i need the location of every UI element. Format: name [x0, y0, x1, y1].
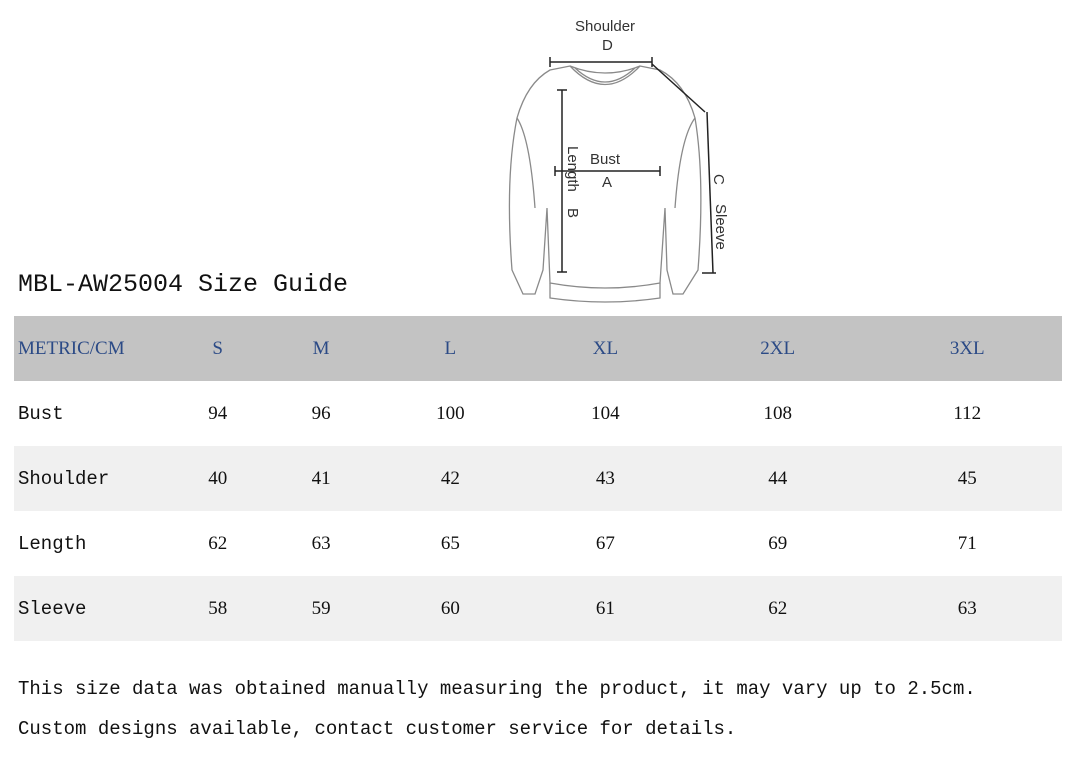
table-header-row — [14, 316, 1062, 381]
header-size-m: M — [312, 337, 330, 359]
table-row-shoulder — [14, 446, 1062, 511]
table-cell: 58 — [208, 597, 228, 619]
table-cell: 94 — [208, 402, 228, 424]
table-cell: 62 — [768, 597, 788, 619]
table-cell: 100 — [436, 402, 465, 424]
table-cell: 112 — [953, 402, 982, 424]
table-cell: 44 — [768, 467, 788, 489]
shoulder-label: Shoulder — [575, 18, 636, 35]
row-label: Shoulder — [18, 467, 110, 490]
length-letter: B — [564, 208, 581, 219]
table-row-bust — [14, 381, 1062, 446]
table-cell: 43 — [595, 467, 615, 489]
table-cell: 59 — [311, 597, 331, 619]
sweatshirt-measurement-diagram — [495, 8, 755, 308]
table-cell: 69 — [768, 532, 788, 554]
table-cell: 42 — [440, 467, 460, 489]
header-size-2xl: 2XL — [760, 337, 796, 359]
table-cell: 67 — [595, 532, 615, 554]
sleeve-label: Sleeve — [712, 204, 729, 250]
table-cell: 40 — [208, 467, 228, 489]
row-label: Bust — [18, 402, 64, 425]
size-table — [14, 316, 1062, 641]
header-size-l: L — [444, 337, 457, 359]
length-label: Length — [564, 146, 581, 192]
measurement-note: This size data was obtained manually measuring the product, it may vary up to 2.5cm. — [18, 678, 976, 700]
table-cell: 61 — [595, 597, 615, 619]
table-cell: 45 — [957, 467, 977, 489]
table-cell: 60 — [440, 597, 460, 619]
table-cell: 104 — [591, 402, 620, 424]
table-cell: 65 — [440, 532, 460, 554]
header-size-3xl: 3XL — [949, 337, 985, 359]
table-cell: 62 — [208, 532, 228, 554]
table-cell: 96 — [311, 402, 331, 424]
header-metric: METRIC/CM — [18, 337, 125, 359]
table-cell: 71 — [957, 532, 977, 554]
row-label: Length — [18, 532, 87, 555]
sleeve-letter: C — [710, 174, 727, 185]
header-size-xl: XL — [592, 337, 619, 359]
row-label: Sleeve — [18, 597, 87, 620]
custom-design-note: Custom designs available, contact customer service for details. — [18, 718, 737, 740]
shoulder-letter: D — [602, 37, 613, 54]
table-row-sleeve — [14, 576, 1062, 641]
header-size-s: S — [212, 337, 223, 359]
page-title: MBL-AW25004 Size Guide — [18, 270, 349, 299]
table-row-length — [14, 511, 1062, 576]
table-cell: 63 — [957, 597, 977, 619]
table-cell: 41 — [311, 467, 331, 489]
table-cell: 63 — [311, 532, 331, 554]
bust-label: Bust — [590, 151, 621, 168]
table-cell: 108 — [763, 402, 792, 424]
bust-letter: A — [602, 174, 613, 191]
